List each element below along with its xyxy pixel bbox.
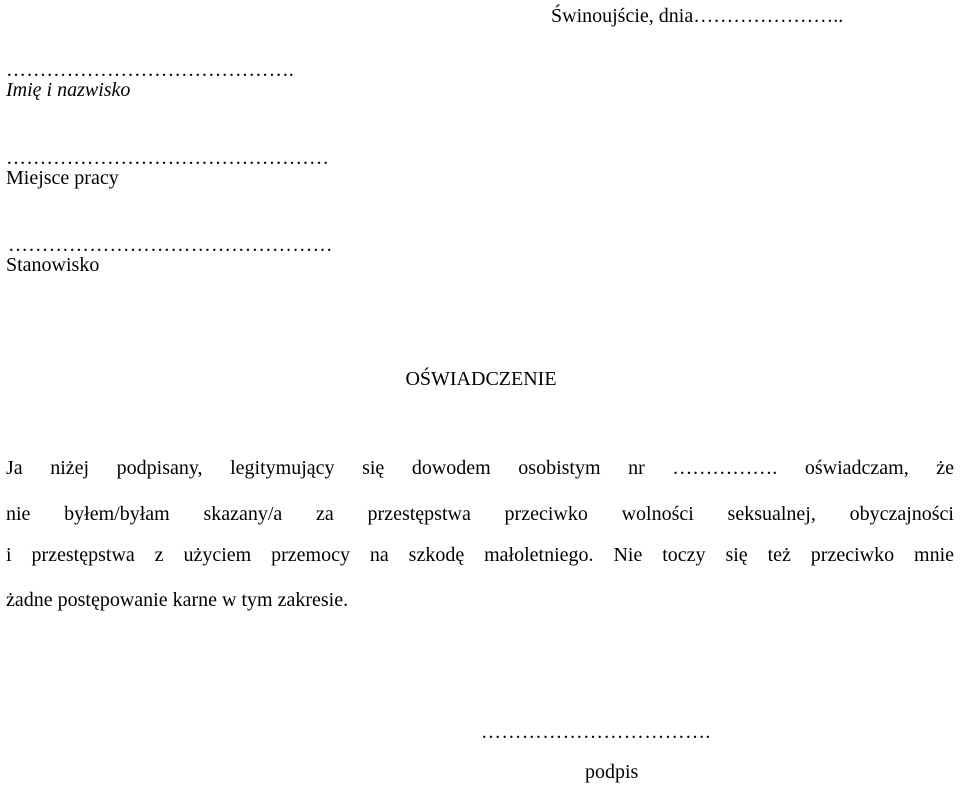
- statement-line-4: żadne postępowanie karne w tym zakresie.: [6, 589, 349, 611]
- workplace-label: Miejsce pracy: [6, 167, 119, 189]
- name-fill-line: …………………………………….: [6, 59, 294, 81]
- statement-line-1: Ja niżej podpisany, legitymujący się dowodem osobistym nr ……………. oświadczam, że: [6, 457, 954, 479]
- name-label: Imię i nazwisko: [6, 79, 131, 101]
- document-title: [0, 367, 960, 391]
- place-date-line: Świnoujście, dnia…………………..: [551, 5, 844, 27]
- statement-line-3: i przestępstwa z użyciem przemocy na szkodę małoletniego. Nie toczy się też przeciwko mnie: [6, 544, 954, 566]
- signature-fill-line: …………………………….: [481, 721, 711, 743]
- document-title-text: OŚWIADCZENIE: [405, 368, 557, 390]
- signature-label: podpis: [585, 761, 639, 783]
- position-label: Stanowisko: [6, 254, 100, 276]
- position-fill-line: …………………………………………: [8, 234, 333, 256]
- workplace-fill-line: …………………………………………: [6, 147, 330, 169]
- statement-line-2: nie byłem/byłam skazany/a za przestępstwa przeciwko wolności seksualnej, obyczajności: [6, 503, 954, 525]
